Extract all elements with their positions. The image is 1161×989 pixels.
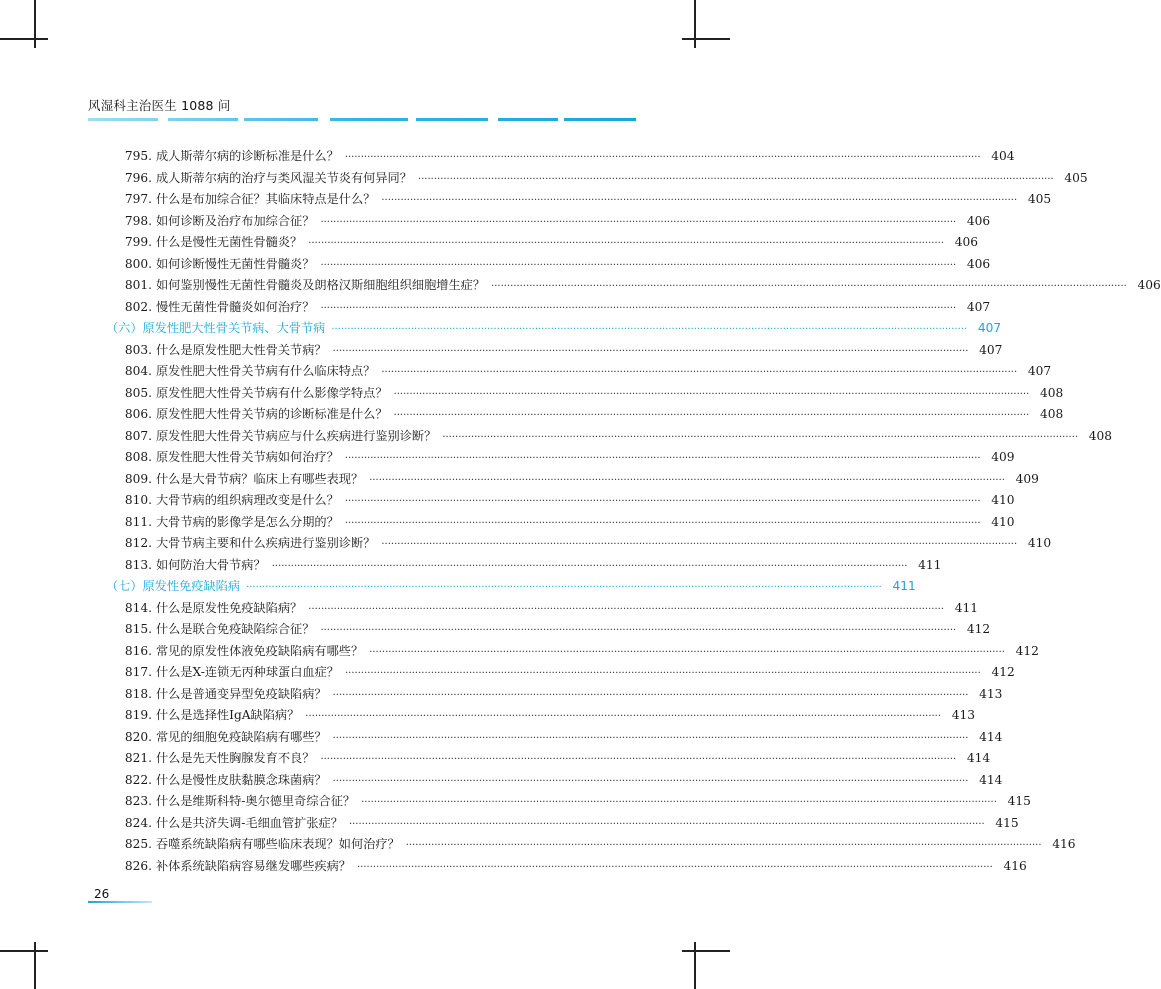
toc-entry-number: 815. bbox=[124, 622, 152, 636]
toc-leader-dots: ········································································································································································································ bbox=[369, 474, 1005, 486]
toc-leader-dots: ········································································································································································································ bbox=[332, 732, 969, 744]
toc-entry-number: 814. bbox=[124, 600, 152, 615]
toc-leader-dots: ········································································································································································································ bbox=[344, 152, 981, 163]
toc-entry-page: 415 bbox=[1007, 794, 1031, 808]
toc-entry-title: 如何诊断及治疗布加综合征？ bbox=[156, 213, 315, 228]
toc-entry-page: 413 bbox=[979, 686, 1003, 701]
toc-entry[interactable] bbox=[88, 727, 1003, 749]
toc-leader-dots: ········································································································································································································ bbox=[320, 259, 957, 271]
toc-entry-title: 慢性无菌性骨髓炎如何治疗？ bbox=[156, 299, 315, 314]
toc-entry[interactable] bbox=[88, 254, 991, 276]
toc-entry-number: 817. bbox=[124, 665, 152, 679]
toc-entry[interactable] bbox=[88, 275, 1161, 297]
toc-entry[interactable] bbox=[88, 619, 991, 641]
crop-mark bbox=[0, 950, 48, 952]
toc-entry[interactable] bbox=[88, 555, 942, 577]
toc-entry-title: 吞噬系统缺陷病有哪些临床表现？如何治疗？ bbox=[156, 837, 400, 851]
toc-entry-title: 大骨节病的影像学是怎么分期的？ bbox=[156, 514, 339, 529]
toc-entry-number: 806. bbox=[124, 407, 152, 421]
toc-entry-page: 405 bbox=[1027, 192, 1052, 206]
toc-entry-page: 406 bbox=[966, 213, 991, 228]
toc-leader-dots: ········································································································································································································ bbox=[381, 539, 1018, 550]
toc-entry-page: 410 bbox=[1027, 536, 1052, 550]
toc-leader-dots: ········································································································································································································ bbox=[308, 603, 944, 615]
toc-entry-title: 如何鉴别慢性无菌性骨髓炎及朗格汉斯细胞组织细胞增生症？ bbox=[156, 278, 486, 292]
toc-leader-dots: ········································································································································································································ bbox=[344, 453, 981, 464]
toc-leader-dots: ········································································································································································································ bbox=[381, 195, 1018, 206]
toc-entry-page: 404 bbox=[991, 149, 1015, 163]
toc-leader-dots: ········································································································································································································ bbox=[357, 861, 993, 873]
toc-entry-title: （七）原发性免疫缺陷病 bbox=[106, 579, 241, 593]
toc-entry[interactable] bbox=[88, 512, 1015, 534]
toc-entry[interactable] bbox=[88, 146, 1015, 168]
toc-leader-dots: ········································································································································································································ bbox=[361, 797, 997, 808]
toc-entry-page: 407 bbox=[979, 342, 1003, 357]
toc-entry-page: 412 bbox=[1015, 643, 1039, 658]
toc-entry-page: 416 bbox=[1052, 837, 1076, 851]
toc-entry-number: 822. bbox=[124, 772, 152, 787]
toc-entry-page: 414 bbox=[979, 729, 1003, 744]
toc-entry-title: 什么是共济失调-毛细血管扩张症？ bbox=[156, 815, 343, 830]
toc-entry[interactable] bbox=[88, 856, 1027, 878]
crop-mark bbox=[0, 38, 48, 40]
toc-leader-dots: ········································································································································································································ bbox=[348, 818, 985, 830]
toc-entry-page: 406 bbox=[1137, 278, 1161, 292]
toc-entry[interactable] bbox=[88, 813, 1019, 835]
toc-entry-number: 818. bbox=[124, 686, 152, 701]
toc-leader-dots: ········································································································································································································ bbox=[417, 173, 1054, 185]
toc-entry[interactable] bbox=[88, 383, 1064, 405]
toc-entry-page: 408 bbox=[1088, 428, 1113, 443]
toc-entry[interactable] bbox=[88, 533, 1052, 555]
toc-entry-title: 如何防治大骨节病？ bbox=[156, 557, 266, 572]
toc-leader-dots: ········································································································································································································ bbox=[271, 560, 908, 572]
toc-entry[interactable] bbox=[88, 469, 1039, 491]
toc-entry-title: 什么是联合免疫缺陷综合征？ bbox=[156, 622, 315, 636]
toc-entry[interactable] bbox=[88, 834, 1076, 856]
toc-leader-dots: ········································································································································································································ bbox=[369, 646, 1005, 658]
toc-entry-page: 406 bbox=[966, 256, 991, 271]
toc-leader-dots: ········································································································································································································ bbox=[491, 281, 1127, 292]
toc-entry-page: 416 bbox=[1003, 858, 1027, 873]
toc-entry[interactable] bbox=[88, 297, 991, 319]
toc-entry-title: 原发性肥大性骨关节病有什么影像学特点？ bbox=[156, 385, 388, 400]
toc-entry-number: 799. bbox=[124, 235, 152, 249]
toc-entry-title: 补体系统缺陷病容易继发哪些疾病？ bbox=[156, 858, 351, 873]
running-header-title: 风湿科主治医生 1088 问 bbox=[88, 98, 231, 113]
toc-leader-dots: ········································································································································································································ bbox=[332, 345, 969, 357]
toc-entry-title: 什么是原发性肥大性骨关节病？ bbox=[156, 342, 327, 357]
toc-entry-title: 大骨节病的组织病理改变是什么？ bbox=[156, 493, 339, 507]
toc-leader-dots: ········································································································································································································ bbox=[344, 496, 981, 507]
toc-leader-dots: ········································································································································································································ bbox=[393, 410, 1030, 421]
toc-leader-dots: ········································································································································································································ bbox=[246, 582, 882, 593]
toc-entry-title: 大骨节病主要和什么疾病进行鉴别诊断？ bbox=[156, 536, 376, 550]
toc-entry-page: 411 bbox=[918, 557, 942, 572]
toc-entry-page: 414 bbox=[966, 751, 991, 765]
toc-leader-dots: ········································································································································································································ bbox=[320, 216, 957, 228]
toc-entry-number: 809. bbox=[124, 471, 152, 486]
toc-entry-page: 412 bbox=[991, 665, 1015, 679]
toc-entry-number: 797. bbox=[124, 192, 152, 206]
toc-entry-number: 796. bbox=[124, 170, 152, 185]
toc-entry-number: 801. bbox=[124, 278, 152, 292]
toc-entry-page: 408 bbox=[1040, 385, 1064, 400]
toc-entry-title: 什么是X-连锁无丙种球蛋白血症？ bbox=[156, 665, 339, 679]
toc-entry-title: 原发性肥大性骨关节病应与什么疾病进行鉴别诊断？ bbox=[156, 428, 437, 443]
toc-entry-page: 415 bbox=[995, 815, 1019, 830]
toc-entry[interactable] bbox=[88, 490, 1015, 512]
toc-entry-title: 什么是慢性无菌性骨髓炎？ bbox=[156, 235, 303, 249]
crop-mark bbox=[34, 942, 36, 989]
toc-entry[interactable] bbox=[88, 168, 1088, 190]
toc-leader-dots: ········································································································································································································ bbox=[320, 754, 957, 765]
crop-mark bbox=[694, 942, 696, 989]
toc-entry-number: 807. bbox=[124, 428, 152, 443]
toc-entry-page: 409 bbox=[991, 450, 1015, 464]
toc-entry-number: 811. bbox=[124, 514, 152, 529]
toc-entry-title: 什么是原发性免疫缺陷病？ bbox=[156, 600, 303, 615]
toc-leader-dots: ········································································································································································································ bbox=[381, 367, 1018, 378]
footer-decorative-rule bbox=[88, 900, 152, 904]
toc-entry[interactable] bbox=[88, 447, 1015, 469]
toc-entry-number: 810. bbox=[124, 493, 152, 507]
toc-entry-number: 820. bbox=[124, 729, 152, 744]
toc-entry-title: 什么是先天性胸腺发育不良？ bbox=[156, 751, 315, 765]
toc-entry-page: 411 bbox=[892, 579, 916, 593]
toc-entry[interactable] bbox=[88, 641, 1039, 663]
toc-entry-title: 原发性肥大性骨关节病的诊断标准是什么？ bbox=[156, 407, 388, 421]
toc-entry-number: 824. bbox=[124, 815, 152, 830]
toc-entry-title: 常见的原发性体液免疫缺陷病有哪些？ bbox=[156, 643, 364, 658]
toc-entry-number: 823. bbox=[124, 794, 152, 808]
toc-entry-number: 808. bbox=[124, 450, 152, 464]
crop-mark bbox=[694, 0, 696, 48]
toc-entry-number: 826. bbox=[124, 858, 152, 873]
toc-entry-page: 407 bbox=[977, 321, 1002, 335]
toc-leader-dots: ········································································································································································································ bbox=[308, 238, 944, 249]
toc-entry-title: 什么是布加综合征？其临床特点是什么？ bbox=[156, 192, 376, 206]
toc-entry-title: 什么是维斯科特-奥尔德里奇综合征？ bbox=[156, 794, 356, 808]
toc-entry-page: 406 bbox=[954, 235, 978, 249]
toc-leader-dots: ········································································································································································································ bbox=[331, 324, 968, 335]
header-decorative-rule bbox=[88, 117, 636, 122]
toc-entry[interactable] bbox=[88, 340, 1003, 362]
toc-entry[interactable] bbox=[88, 404, 1064, 426]
toc-entry-title: 什么是大骨节病？临床上有哪些表现？ bbox=[156, 471, 364, 486]
toc-leader-dots: ········································································································································································································ bbox=[332, 775, 969, 787]
crop-mark bbox=[34, 0, 36, 48]
toc-entry[interactable] bbox=[88, 426, 1113, 448]
toc-entry-page: 414 bbox=[979, 772, 1003, 787]
toc-leader-dots: ········································································································································································································ bbox=[344, 517, 981, 529]
toc-entry-number: 803. bbox=[124, 342, 152, 357]
toc-entry-number: 816. bbox=[124, 643, 152, 658]
toc-entry-number: 804. bbox=[124, 364, 152, 378]
toc-leader-dots: ········································································································································································································ bbox=[442, 431, 1079, 443]
toc-leader-dots: ········································································································································································································ bbox=[320, 302, 957, 314]
toc-entry-title: 原发性肥大性骨关节病如何治疗？ bbox=[156, 450, 339, 464]
toc-section-heading[interactable] bbox=[88, 318, 1002, 340]
toc-leader-dots: ········································································································································································································ bbox=[320, 625, 957, 636]
toc-leader-dots: ········································································································································································································ bbox=[393, 388, 1030, 400]
toc-leader-dots: ········································································································································································································ bbox=[332, 689, 969, 701]
page-number: 26 bbox=[94, 887, 110, 901]
toc-entry-page: 407 bbox=[966, 299, 991, 314]
toc-leader-dots: ········································································································································································································ bbox=[305, 711, 942, 722]
toc-entry-page: 411 bbox=[954, 600, 978, 615]
crop-mark bbox=[682, 38, 730, 40]
toc-entry-title: 常见的细胞免疫缺陷病有哪些？ bbox=[156, 729, 327, 744]
toc-entry-page: 413 bbox=[951, 708, 976, 722]
toc-entry-number: 819. bbox=[124, 708, 152, 722]
crop-mark bbox=[682, 950, 730, 952]
toc-entry-page: 412 bbox=[966, 622, 991, 636]
toc-entry[interactable] bbox=[88, 791, 1031, 813]
toc-entry[interactable] bbox=[88, 361, 1052, 383]
toc-entry[interactable] bbox=[88, 232, 978, 254]
toc-entry-title: 成人斯蒂尔病的诊断标准是什么？ bbox=[156, 149, 339, 163]
toc-entry-number: 800. bbox=[124, 256, 152, 271]
toc-entry-number: 812. bbox=[124, 536, 152, 550]
toc-entry-title: 什么是选择性IgA缺陷病？ bbox=[156, 708, 300, 722]
toc-entry[interactable] bbox=[88, 189, 1052, 211]
toc-section-heading[interactable] bbox=[88, 576, 916, 598]
toc-entry-number: 795. bbox=[124, 149, 152, 163]
toc-entry-page: 410 bbox=[991, 514, 1015, 529]
toc-entry[interactable] bbox=[88, 684, 1003, 706]
toc-entry-title: 原发性肥大性骨关节病有什么临床特点？ bbox=[156, 364, 376, 378]
toc-entry-title: （六）原发性肥大性骨关节病、大骨节病 bbox=[106, 321, 326, 335]
toc-entry[interactable] bbox=[88, 705, 976, 727]
toc-entry-number: 825. bbox=[124, 837, 152, 851]
toc-entry-number: 813. bbox=[124, 557, 152, 572]
toc-entry-page: 405 bbox=[1064, 170, 1088, 185]
toc-entry[interactable] bbox=[88, 598, 978, 620]
toc-leader-dots: ········································································································································································································ bbox=[405, 840, 1042, 851]
toc-entry-page: 410 bbox=[991, 493, 1015, 507]
toc-entry-page: 409 bbox=[1015, 471, 1039, 486]
toc-entry-title: 什么是普通变异型免疫缺陷病？ bbox=[156, 686, 327, 701]
toc-entry-number: 802. bbox=[124, 299, 152, 314]
toc-entry-title: 成人斯蒂尔病的治疗与类风湿关节炎有何异同？ bbox=[156, 170, 412, 185]
toc-entry[interactable] bbox=[88, 748, 991, 770]
toc-entry-title: 什么是慢性皮肤黏膜念珠菌病？ bbox=[156, 772, 327, 787]
toc-leader-dots: ········································································································································································································ bbox=[345, 668, 981, 679]
toc-entry-number: 798. bbox=[124, 213, 152, 228]
toc-entry-page: 407 bbox=[1027, 364, 1052, 378]
toc-entry[interactable] bbox=[88, 211, 991, 233]
table-of-contents bbox=[88, 146, 1161, 877]
toc-entry-number: 821. bbox=[124, 751, 152, 765]
toc-entry[interactable] bbox=[88, 662, 1015, 684]
toc-entry-page: 408 bbox=[1040, 407, 1064, 421]
toc-entry[interactable] bbox=[88, 770, 1003, 792]
toc-entry-number: 805. bbox=[124, 385, 152, 400]
toc-entry-title: 如何诊断慢性无菌性骨髓炎？ bbox=[156, 256, 315, 271]
